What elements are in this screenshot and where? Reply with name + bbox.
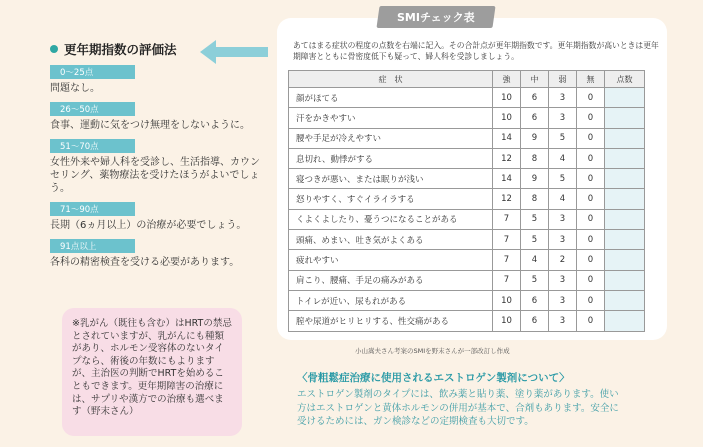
header-none: 無	[577, 71, 605, 88]
weak-cell: 2	[549, 250, 577, 270]
symptom-cell: 寝つきが悪い、または眠りが浅い	[289, 169, 493, 189]
bullet-dot-icon	[50, 45, 58, 53]
table-header-row	[289, 71, 645, 88]
note-box	[62, 308, 242, 436]
strong-cell: 12	[493, 148, 521, 168]
hrt-title: 〈骨粗鬆症治療に使用されるエストロゲン製剤について〉	[297, 372, 570, 384]
points-input-cell[interactable]	[605, 209, 645, 229]
range-label: 91点以上	[50, 239, 135, 253]
medium-cell: 5	[521, 230, 549, 250]
header-points: 点数	[605, 71, 645, 88]
none-cell: 0	[577, 290, 605, 310]
strong-cell: 10	[493, 290, 521, 310]
points-input-cell[interactable]	[605, 270, 645, 290]
points-input-cell[interactable]	[605, 88, 645, 108]
note-text: ※乳がん（既往も含む）はHRTの禁忌とされていますが、乳がんにも種類があり、ホルモン受容体のないタイプなら、術後の年数にもよりますが、主治医の判断でHRTを始めることもできます。更年期障害の治療には、サプリや漢方での治療も選べます（野末さん）	[72, 318, 232, 418]
strong-cell: 10	[493, 108, 521, 128]
strong-cell: 14	[493, 128, 521, 148]
strong-cell: 7	[493, 250, 521, 270]
table-row	[289, 169, 645, 189]
smi-table	[288, 70, 645, 332]
none-cell: 0	[577, 88, 605, 108]
table-row	[289, 209, 645, 229]
strong-cell: 7	[493, 209, 521, 229]
strong-cell: 10	[493, 88, 521, 108]
range-desc: 各科の精密検査を受ける必要があります。	[50, 257, 240, 268]
weak-cell: 5	[549, 169, 577, 189]
range-label: 51～70点	[50, 139, 135, 153]
points-input-cell[interactable]	[605, 250, 645, 270]
points-input-cell[interactable]	[605, 148, 645, 168]
medium-cell: 6	[521, 108, 549, 128]
medium-cell: 8	[521, 189, 549, 209]
medium-cell: 6	[521, 311, 549, 331]
smi-badge-label: SMIチェック表	[397, 11, 475, 24]
range-block	[50, 232, 265, 269]
strong-cell: 12	[493, 189, 521, 209]
symptom-cell: くよくよしたり、憂うつになることがある	[289, 209, 493, 229]
points-input-cell[interactable]	[605, 311, 645, 331]
table-row	[289, 189, 645, 209]
symptom-cell: 頭痛、めまい、吐き気がよくある	[289, 230, 493, 250]
medium-cell: 6	[521, 88, 549, 108]
none-cell: 0	[577, 189, 605, 209]
symptom-cell: 疲れやすい	[289, 250, 493, 270]
none-cell: 0	[577, 270, 605, 290]
symptom-cell: 怒りやすく、すぐイライラする	[289, 189, 493, 209]
range-desc: 問題なし。	[50, 83, 100, 94]
none-cell: 0	[577, 230, 605, 250]
range-label: 71～90点	[50, 202, 135, 216]
weak-cell: 3	[549, 108, 577, 128]
evaluation-section	[50, 40, 265, 269]
points-input-cell[interactable]	[605, 290, 645, 310]
symptom-cell: 顔がほてる	[289, 88, 493, 108]
none-cell: 0	[577, 250, 605, 270]
weak-cell: 3	[549, 209, 577, 229]
weak-cell: 4	[549, 148, 577, 168]
range-block	[50, 195, 265, 232]
table-row	[289, 270, 645, 290]
smi-badge	[376, 6, 495, 28]
weak-cell: 3	[549, 311, 577, 331]
weak-cell: 3	[549, 230, 577, 250]
weak-cell: 3	[549, 270, 577, 290]
weak-cell: 3	[549, 88, 577, 108]
table-row	[289, 88, 645, 108]
table-row	[289, 290, 645, 310]
range-block	[50, 95, 265, 132]
table-row	[289, 128, 645, 148]
points-input-cell[interactable]	[605, 108, 645, 128]
medium-cell: 5	[521, 209, 549, 229]
range-block	[50, 132, 265, 195]
symptom-cell: 肩こり、腰痛、手足の痛みがある	[289, 270, 493, 290]
table-row	[289, 148, 645, 168]
points-input-cell[interactable]	[605, 169, 645, 189]
medium-cell: 4	[521, 250, 549, 270]
symptom-cell: トイレが近い、尿もれがある	[289, 290, 493, 310]
range-label: 0～25点	[50, 65, 135, 79]
none-cell: 0	[577, 209, 605, 229]
none-cell: 0	[577, 311, 605, 331]
range-desc: 食事、運動に気をつけ無理をしないように。	[50, 120, 250, 131]
table-row	[289, 108, 645, 128]
none-cell: 0	[577, 148, 605, 168]
medium-cell: 8	[521, 148, 549, 168]
hrt-body: エストロゲン製剤のタイプには、飲み薬と貼り薬、塗り薬があります。使い方はエストロゲンと黄体ホルモンの併用が基本で、合剤もあります。安全に受けるためには、ガン検診などの定期検査も大切です。	[297, 389, 619, 428]
evaluation-title: 更年期指数の評価法	[64, 42, 177, 57]
header-symptom: 症 状	[289, 71, 493, 88]
strong-cell: 7	[493, 270, 521, 290]
symptom-cell: 汗をかきやすい	[289, 108, 493, 128]
none-cell: 0	[577, 108, 605, 128]
none-cell: 0	[577, 128, 605, 148]
medium-cell: 6	[521, 290, 549, 310]
medium-cell: 9	[521, 169, 549, 189]
weak-cell: 4	[549, 189, 577, 209]
header-medium: 中	[521, 71, 549, 88]
strong-cell: 10	[493, 311, 521, 331]
range-label: 26～50点	[50, 102, 135, 116]
range-desc: 女性外来や婦人科を受診し、生活指導、カウンセリング、薬物療法を受けたほうがよいでしょう。	[50, 157, 260, 194]
points-input-cell[interactable]	[605, 128, 645, 148]
smi-intro: あてはまる症状の程度の点数を右端に記入。その合計点が更年期指数です。更年期指数が高いときは更年期障害とともに骨密度低下も疑って、婦人科を受診しましょう。	[293, 41, 659, 61]
symptom-cell: 息切れ、動悸がする	[289, 148, 493, 168]
table-row	[289, 250, 645, 270]
table-row	[289, 230, 645, 250]
weak-cell: 5	[549, 128, 577, 148]
header-strong: 強	[493, 71, 521, 88]
points-input-cell[interactable]	[605, 189, 645, 209]
table-row	[289, 311, 645, 331]
medium-cell: 9	[521, 128, 549, 148]
range-desc: 長期（6ヵ月以上）の治療が必要でしょう。	[50, 220, 247, 231]
symptom-cell: 膣や尿道がヒリヒリする、性交痛がある	[289, 311, 493, 331]
arrow-left-icon	[200, 40, 268, 64]
none-cell: 0	[577, 169, 605, 189]
header-weak: 弱	[549, 71, 577, 88]
strong-cell: 7	[493, 230, 521, 250]
points-input-cell[interactable]	[605, 230, 645, 250]
medium-cell: 5	[521, 270, 549, 290]
strong-cell: 14	[493, 169, 521, 189]
symptom-cell: 腰や手足が冷えやすい	[289, 128, 493, 148]
weak-cell: 3	[549, 290, 577, 310]
smi-credit: 小山嵩夫さん考案のSMIを野末さんが一部改訂し作成	[355, 347, 510, 355]
